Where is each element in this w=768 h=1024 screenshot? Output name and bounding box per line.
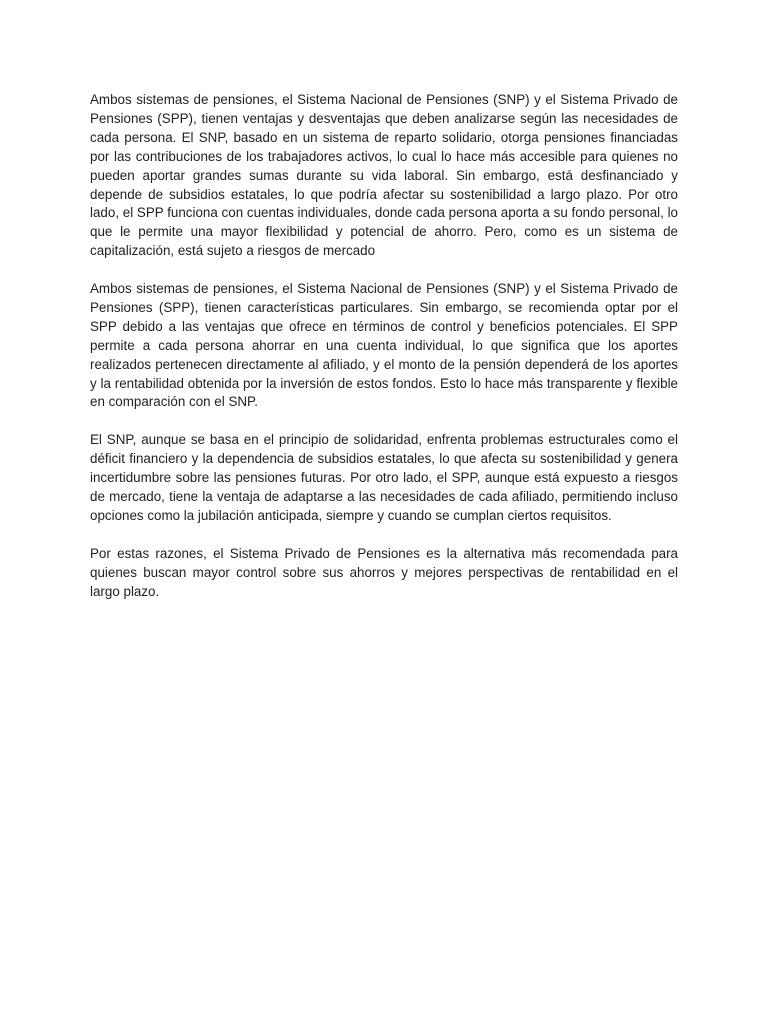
paragraph-2: Ambos sistemas de pensiones, el Sistema Nacional de Pensiones (SNP) y el Sistema Privado de Pensiones (SPP), tienen características particulares. Sin embargo, se recomienda optar por el SPP debido a las ventajas que ofrece en términos de control y beneficios potenciales. El SPP permite a cada persona ahorrar en una cuenta individual, lo que significa que los aportes realizados pertenecen directamente al afiliado, y el monto de la pensión dependerá de los aportes y la rentabilidad obtenida por la inversión de estos fondos. Esto lo hace más transparente y flexible en comparación con el SNP. xyxy=(90,281,678,410)
document-body xyxy=(90,91,678,620)
paragraph-4: Por estas razones, el Sistema Privado de Pensiones es la alternativa más recomendada para quienes buscan mayor control sobre sus ahorros y mejores perspectivas de rentabilidad en el largo plazo. xyxy=(90,545,678,599)
paragraph-1: Ambos sistemas de pensiones, el Sistema Nacional de Pensiones (SNP) y el Sistema Privado de Pensiones (SPP), tienen ventajas y desventajas que deben analizarse según las necesidades de cada persona. El SNP, basado en un sistema de reparto solidario, otorga pensiones financiadas por las contribuciones de los trabajadores activos, lo cual lo hace más accesible para quienes no pueden aportar grandes sumas durante su vida laboral. Sin embargo, está desfinanciado y depende de subsidios estatales, lo que podría afectar su sostenibilidad a largo plazo. Por otro lado, el SPP funciona con cuentas individuales, donde cada persona aporta a su fondo personal, lo que le permite una mayor flexibilidad y potencial de ahorro. Pero, como es un sistema de capitalización, está sujeto a riesgos de mercado xyxy=(90,92,678,259)
paragraph-3: El SNP, aunque se basa en el principio de solidaridad, enfrenta problemas estructurales como el déficit financiero y la dependencia de subsidios estatales, lo que afecta su sostenibilidad y genera incertidumbre sobre las pensiones futuras. Por otro lado, el SPP, aunque está expuesto a riesgos de mercado, tiene la ventaja de adaptarse a las necesidades de cada afiliado, permitiendo incluso opciones como la jubilación anticipada, siempre y cuando se cumplan ciertos requisitos. xyxy=(90,432,678,523)
